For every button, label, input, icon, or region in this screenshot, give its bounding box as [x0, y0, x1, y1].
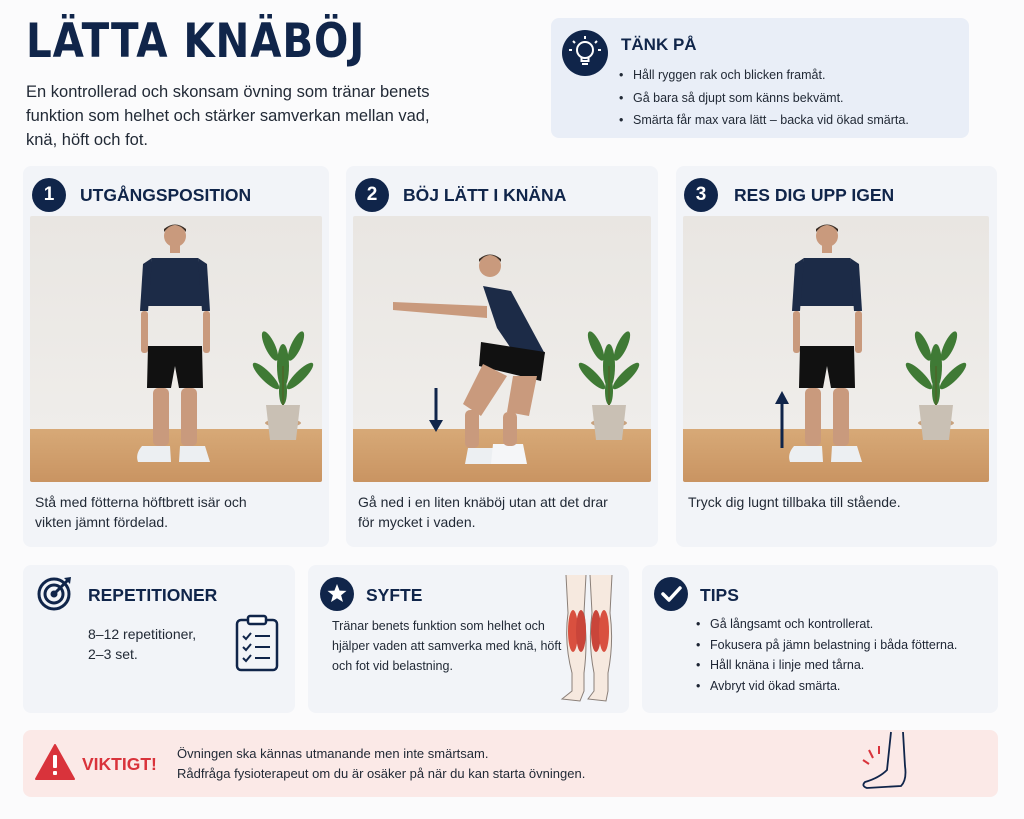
think-list [619, 64, 909, 132]
warning-text [177, 744, 585, 784]
arrow-up-icon [775, 391, 789, 448]
list-item: • Avbryt vid ökad smärta. [696, 676, 957, 697]
repetitions-title: REPETITIONER [88, 585, 218, 605]
step-title: UTGÅNGSPOSITION [80, 185, 252, 205]
repetitions-text [88, 624, 196, 664]
step-card-2 [346, 166, 658, 547]
think-title: TÄNK PÅ [621, 35, 697, 54]
step-description: Gå ned i en liten knäböj utan att det drar för mycket i vaden. [358, 494, 608, 530]
step-title: RES DIG UPP IGEN [734, 185, 895, 205]
warning-icon [34, 743, 76, 786]
repetitions-sets: 2–3 set. [88, 646, 138, 662]
foot-pain-icon [861, 730, 923, 799]
arrow-down-icon [429, 388, 443, 432]
standing-figure-image [30, 216, 322, 482]
star-icon [320, 577, 354, 611]
warning-line: Övningen ska kännas utmanande men inte smärtsam. [177, 746, 489, 761]
tips-card [642, 565, 998, 713]
warning-banner [23, 730, 998, 797]
step-description: Tryck dig lugnt tillbaka till stående. [688, 494, 901, 510]
check-icon [654, 577, 688, 611]
squat-figure-image [353, 216, 651, 482]
repetitions-count: 8–12 repetitioner, [88, 626, 197, 642]
purpose-title: SYFTE [366, 585, 423, 605]
list-item: • Smärta får max vara lätt – backa vid ökad smärta. [619, 109, 909, 132]
standing-figure-image [683, 216, 989, 482]
purpose-card [308, 565, 629, 713]
calf-muscles-image [558, 573, 618, 710]
step-title: BÖJ LÄTT I KNÄNA [403, 185, 567, 205]
warning-title: VIKTIGT! [82, 754, 157, 774]
list-item: • Håll knäna i linje med tårna. [696, 655, 957, 676]
list-item: • Fokusera på jämn belastning i båda fötterna. [696, 635, 957, 656]
think-box [551, 18, 969, 138]
repetitions-card [23, 565, 295, 713]
clipboard-icon [234, 614, 280, 677]
step-description: Stå med fötterna höftbrett isär och vikten jämnt fördelad. [35, 494, 247, 530]
tips-title: TIPS [700, 585, 739, 605]
list-item: • Gå långsamt och kontrollerat. [696, 614, 957, 635]
list-item: • Håll ryggen rak och blicken framåt. [619, 64, 909, 87]
lightbulb-icon [562, 30, 608, 76]
tips-list [696, 614, 957, 696]
step-number-badge: 2 [355, 178, 389, 212]
step-card-3 [676, 166, 997, 547]
step-number-badge: 1 [32, 178, 66, 212]
list-item: • Gå bara så djupt som känns bekvämt. [619, 87, 909, 110]
step-card-1 [23, 166, 329, 547]
warning-line: Rådfråga fysioterapeut om du är osäker på när du kan starta övningen. [177, 766, 586, 781]
target-icon [37, 575, 73, 616]
intro-text: En kontrollerad och skonsam övning som tränar benets funktion som helhet och stärker samverkan mellan vad, knä, höft och fot. [26, 83, 430, 149]
step-number-badge: 3 [684, 178, 718, 212]
purpose-text: Tränar benets funktion som helhet och hjälper vaden att samverka med knä, höft och fot vid belastning. [332, 619, 562, 673]
page-title: LÄTTA KNÄBÖJ [26, 14, 366, 69]
